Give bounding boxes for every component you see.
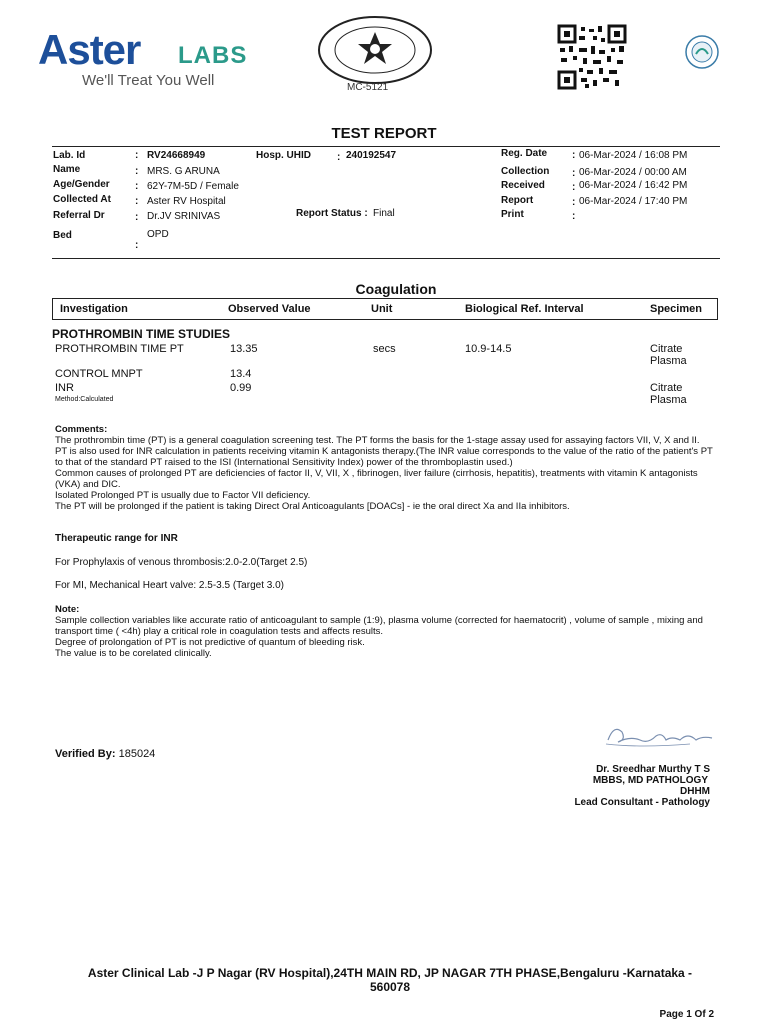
hosp-uhid-label: Hosp. UHID [256, 150, 311, 161]
referral-dr-value: Dr.JV SRINIVAS [147, 211, 221, 222]
row-inr-name: INR [55, 382, 74, 394]
bed-value: OPD [147, 229, 169, 240]
collection-value: 06-Mar-2024 / 00:00 AM [579, 167, 687, 178]
row-pt-value: 13.35 [230, 343, 258, 355]
hosp-uhid-value: 240192547 [346, 150, 397, 161]
comment-line: The prothrombin time (PT) is a general coagulation screening test. The PT forms the basis for the 1-stage assay used for assaying factors VII, V, X and II. [55, 435, 700, 446]
accreditation-badge-icon [684, 34, 720, 70]
colon: : [135, 212, 139, 223]
comment-line: PT is also used for INR calculation in patients receiving vitamin K antagonists therapy.(The INR value corresponds to the value of the ratio of the patient's PT to that of the standard PT raised to the ISI (International Sensitivity Index) power of the thromboplastin used.) [55, 446, 713, 468]
row-inr-specimen-2: Plasma [650, 394, 687, 406]
received-label: Received [501, 180, 545, 191]
note-body [55, 615, 717, 659]
report-value: 06-Mar-2024 / 17:40 PM [579, 196, 688, 207]
collection-label: Collection [501, 166, 550, 177]
note-line: Degree of prolongation of PT is not predictive of quantum of bleeding risk. [55, 637, 365, 648]
print-label: Print [501, 209, 524, 220]
reg-date-value: 06-Mar-2024 / 16:08 PM [579, 150, 688, 161]
colon: : [572, 197, 576, 208]
header-divider [52, 146, 720, 147]
report-label: Report [501, 195, 534, 206]
col-observed-value: Observed Value [228, 303, 311, 315]
collected-at-value: Aster RV Hospital [147, 196, 226, 207]
note-line: The value is to be corelated clinically. [55, 648, 212, 659]
age-gender-value: 62Y-7M-5D / Female [147, 181, 239, 192]
col-specimen: Specimen [650, 303, 702, 315]
referral-dr-label: Referral Dr [53, 210, 105, 221]
logo-tagline: We'll Treat You Well [82, 72, 215, 89]
therapeutic-heading: Therapeutic range for INR [55, 533, 178, 544]
colon: : [135, 181, 139, 192]
lab-id-value: RV24668949 [147, 150, 206, 161]
row-pt-ref: 10.9-14.5 [465, 343, 512, 355]
comments-body [55, 435, 717, 512]
page-number: Page 1 Of 2 [659, 1009, 714, 1020]
comments-heading: Comments: [55, 424, 108, 435]
comment-line: Isolated Prolonged PT is usually due to Factor VII deficiency. [55, 490, 311, 501]
test-group-title: PROTHROMBIN TIME STUDIES [52, 327, 231, 341]
row-inr-method: Method:Calculated [55, 396, 114, 403]
colon: : [572, 150, 576, 161]
verified-by-value: 185024 [118, 748, 156, 760]
report-status-label: Report Status : [296, 208, 368, 219]
bed-label: Bed [53, 230, 72, 241]
footer-address-line-2: 560078 [369, 980, 411, 994]
therapeutic-line-1: For Prophylaxis of venous thrombosis:2.0-2.0(Target 2.5) [55, 557, 308, 568]
results-table-header [52, 298, 718, 320]
comment-line: The PT will be prolonged if the patient is taking Direct Oral Anticoagulants [DOACs] - ie the oral direct Xa and IIa inhibitors. [55, 501, 570, 512]
doctor-name: Dr. Sreedhar Murthy T S [596, 764, 710, 775]
row-inr-specimen: Citrate [650, 382, 683, 394]
col-unit: Unit [371, 303, 393, 315]
collected-at-label: Collected At [53, 194, 111, 205]
doctor-extra: DHHM [680, 786, 710, 797]
name-label: Name [53, 164, 81, 175]
colon: : [572, 182, 576, 193]
col-ref-interval: Biological Ref. Interval [465, 303, 584, 315]
patient-name: MRS. G ARUNA [147, 166, 220, 177]
section-title: Coagulation [355, 281, 437, 297]
doctor-role: Lead Consultant - Pathology [574, 797, 710, 808]
colon: : [572, 168, 576, 179]
colon: : [135, 196, 139, 207]
colon: : [337, 152, 341, 163]
row-control-value: 13.4 [230, 368, 252, 380]
row-pt-name: PROTHROMBIN TIME PT [55, 343, 184, 355]
note-heading: Note: [55, 604, 80, 615]
colon: : [135, 240, 139, 251]
aster-logo-text: Aster [38, 26, 141, 73]
details-divider [52, 258, 720, 259]
footer-address [40, 966, 740, 994]
report-status-value: Final [373, 208, 395, 219]
received-value: 06-Mar-2024 / 16:42 PM [579, 180, 688, 191]
row-pt-specimen: Citrate [650, 343, 683, 355]
verified-by [55, 748, 155, 760]
reg-date-label: Reg. Date [501, 148, 548, 159]
footer-address-line-1: Aster Clinical Lab -J P Nagar (RV Hospital),24TH MAIN RD, JP NAGAR 7TH PHASE,Bengaluru -Karnataka - [87, 966, 693, 980]
labs-logo-text: LABS [178, 42, 248, 69]
verified-by-label: Verified By: [55, 748, 116, 760]
comment-line: Common causes of prolonged PT are deficiencies of factor II, V, VII, X , fibrinogen, liver failure (cirrhosis, hepatitis), treatments with vitamin K antagonists (VKA) and DIC. [55, 468, 698, 490]
signature-icon [600, 718, 718, 754]
lab-id-label: Lab. Id [53, 150, 86, 161]
colon: : [135, 166, 139, 177]
row-pt-unit: secs [373, 343, 396, 355]
nabl-seal-icon [312, 14, 438, 88]
seal-code: MC-5121 [347, 82, 389, 93]
row-control-name: CONTROL MNPT [55, 368, 143, 380]
therapeutic-line-2: For MI, Mechanical Heart valve: 2.5-3.5 (Target 3.0) [55, 580, 284, 591]
row-pt-specimen-2: Plasma [650, 355, 687, 367]
qr-code-icon [557, 24, 627, 90]
row-inr-value: 0.99 [230, 382, 252, 394]
page-title: TEST REPORT [331, 125, 437, 142]
doctor-qualification: MBBS, MD PATHOLOGY [592, 775, 708, 786]
colon: : [135, 150, 139, 161]
colon: : [572, 211, 576, 222]
note-line: Sample collection variables like accurate ratio of anticoagulant to sample (1:9), plasma volume (corrected for haematocrit) , volume of sample , mixing and transport time ( <4h) play a critical role in coagulation tests and affects results. [55, 615, 703, 637]
age-gender-label: Age/Gender [53, 179, 110, 190]
col-investigation: Investigation [60, 303, 128, 315]
